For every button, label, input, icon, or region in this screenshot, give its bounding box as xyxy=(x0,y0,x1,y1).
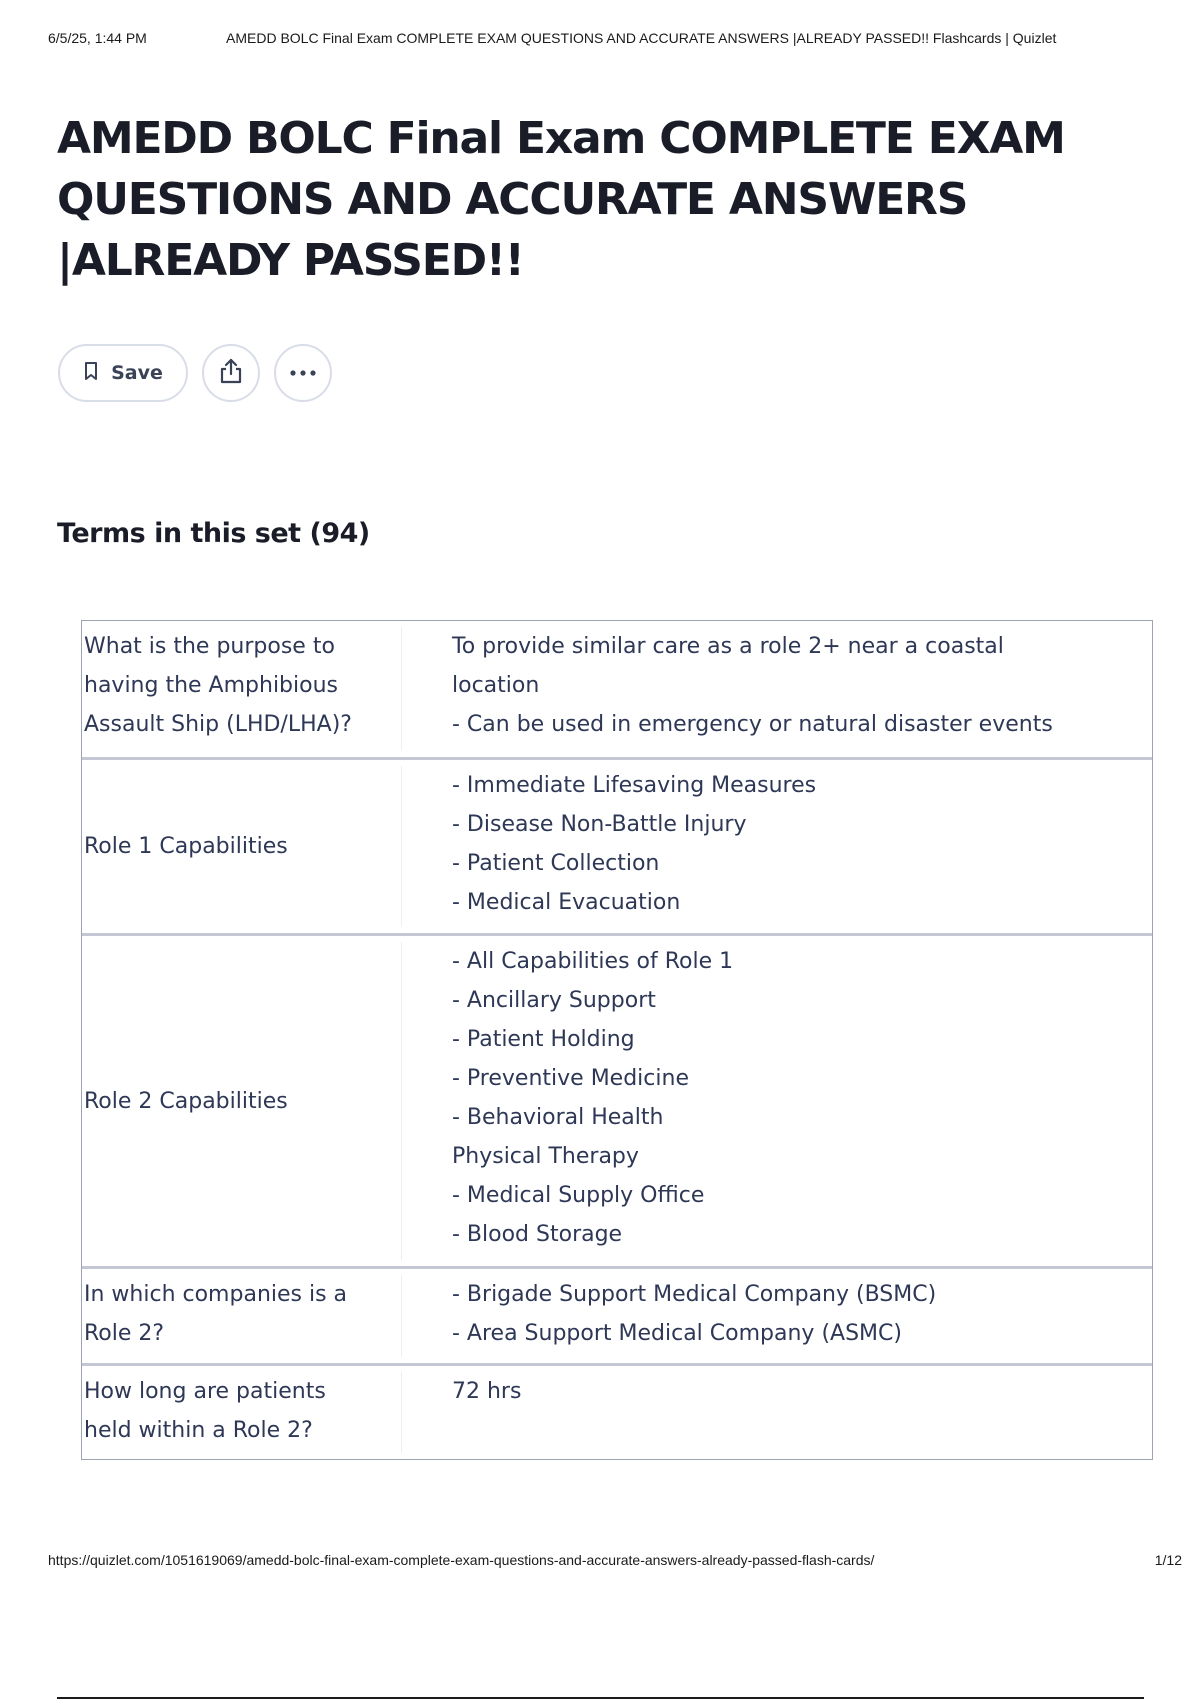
definition-text xyxy=(402,1372,1152,1453)
definition-line: - Blood Storage xyxy=(452,1222,623,1247)
save-label: Save xyxy=(111,362,163,384)
print-page-number: 1/12 xyxy=(1154,1552,1182,1568)
terms-heading: Terms in this set (94) xyxy=(57,518,370,549)
term-text xyxy=(82,1275,402,1357)
definition-line: - Preventive Medicine xyxy=(452,1066,689,1091)
term-row xyxy=(82,933,1152,1266)
definition-text xyxy=(402,942,1152,1260)
definition-line: - Brigade Support Medical Company (BSMC) xyxy=(452,1282,937,1307)
term-line: held within a Role 2? xyxy=(84,1418,313,1443)
term-line: Assault Ship (LHD/LHA)? xyxy=(84,712,352,737)
term-line: having the Amphibious xyxy=(84,673,338,698)
term-row xyxy=(82,621,1152,757)
more-options-button[interactable] xyxy=(274,344,332,402)
definition-text xyxy=(402,766,1152,927)
definition-line: location xyxy=(452,673,540,698)
page-title-line: QUESTIONS AND ACCURATE ANSWERS xyxy=(57,174,968,225)
term-row xyxy=(82,757,1152,933)
definition-line: 72 hrs xyxy=(452,1379,522,1404)
print-url: https://quizlet.com/1051619069/amedd-bolc-final-exam-complete-exam-questions-and-accurate-answers-already-passed-flash-cards/ xyxy=(48,1552,875,1568)
share-icon xyxy=(218,357,244,390)
page-title xyxy=(57,108,1097,291)
term-line: Role 2 Capabilities xyxy=(84,1088,288,1114)
definition-line: - Ancillary Support xyxy=(452,988,656,1013)
definition-line: - Behavioral Health xyxy=(452,1105,664,1130)
definition-line: To provide similar care as a role 2+ near a coastal xyxy=(452,634,1004,659)
print-date: 6/5/25, 1:44 PM xyxy=(48,30,147,46)
terms-table xyxy=(81,620,1153,1460)
term-line: Role 2? xyxy=(84,1321,165,1346)
share-button[interactable] xyxy=(202,344,260,402)
term-text xyxy=(82,766,402,927)
definition-line: - Can be used in emergency or natural disaster events xyxy=(452,712,1053,737)
definition-line: Physical Therapy xyxy=(452,1144,639,1169)
term-line: What is the purpose to xyxy=(84,634,335,659)
save-button[interactable] xyxy=(58,344,188,402)
definition-line: - Disease Non-Battle Injury xyxy=(452,812,747,837)
definition-text xyxy=(402,627,1152,751)
more-icon xyxy=(289,364,317,382)
term-row xyxy=(82,1363,1152,1459)
definition-line: - Area Support Medical Company (ASMC) xyxy=(452,1321,902,1346)
print-page-title: AMEDD BOLC Final Exam COMPLETE EXAM QUESTIONS AND ACCURATE ANSWERS |ALREADY PASSED!! Flashcards | Quizlet xyxy=(226,30,1057,46)
definition-line: - Immediate Lifesaving Measures xyxy=(452,773,817,798)
print-header xyxy=(48,30,1182,50)
term-text xyxy=(82,1372,402,1453)
term-row xyxy=(82,1266,1152,1363)
definition-line: - Patient Collection xyxy=(452,851,660,876)
bookmark-icon xyxy=(83,361,99,386)
page-title-line: AMEDD BOLC Final Exam COMPLETE EXAM xyxy=(57,113,1065,164)
page-divider xyxy=(57,1697,1144,1699)
term-text xyxy=(82,942,402,1260)
definition-line: - Patient Holding xyxy=(452,1027,635,1052)
print-footer xyxy=(48,1552,1182,1572)
definition-line: - Medical Evacuation xyxy=(452,890,681,915)
definition-line: - Medical Supply Office xyxy=(452,1183,705,1208)
definition-line: - All Capabilities of Role 1 xyxy=(452,949,734,974)
term-text xyxy=(82,627,402,751)
term-line: In which companies is a xyxy=(84,1282,348,1307)
term-line: Role 1 Capabilities xyxy=(84,834,288,859)
term-line: How long are patients xyxy=(84,1379,326,1404)
page-title-line: |ALREADY PASSED!! xyxy=(57,235,524,286)
definition-text xyxy=(402,1275,1152,1357)
